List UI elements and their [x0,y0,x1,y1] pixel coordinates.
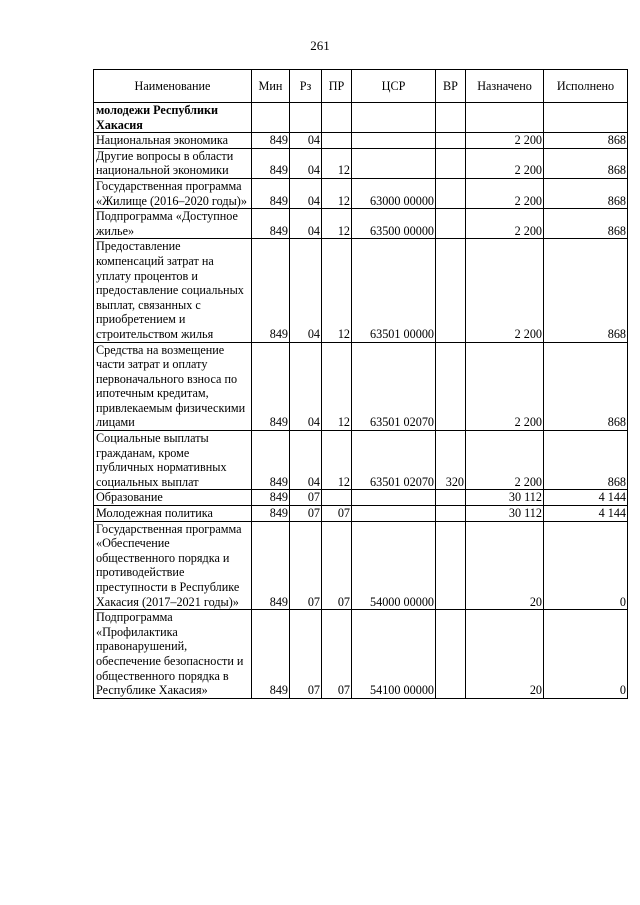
cell-name: Подпрограмма «Профилактика правонарушений, обеспечение безопасности и общественного порядка в Республике Хакасия» [94,610,252,699]
cell-min: 849 [252,209,290,239]
cell-pr: 12 [322,342,352,431]
cell-assigned: 30 112 [466,490,544,506]
cell-executed: 868 [544,431,628,490]
table-row [94,209,628,239]
cell-executed [544,103,628,133]
cell-name: Подпрограмма «Доступное жилье» [94,209,252,239]
table-row [94,506,628,522]
table-row [94,490,628,506]
cell-assigned: 2 200 [466,342,544,431]
cell-pr: 07 [322,506,352,522]
cell-vr [436,342,466,431]
cell-csr: 63501 00000 [352,239,436,342]
cell-name: Образование [94,490,252,506]
cell-csr [352,133,436,149]
table-row [94,133,628,149]
column-header-rz: Рз [290,70,322,103]
cell-executed: 4 144 [544,506,628,522]
cell-min [252,103,290,133]
cell-assigned: 30 112 [466,506,544,522]
cell-name: Государственная программа «Обеспечение общественного порядка и противодействие преступности в Республике Хакасия (2017–2021 годы)» [94,521,252,610]
cell-name: молодежи Республики Хакасия [94,103,252,133]
column-header-executed: Исполнено [544,70,628,103]
cell-vr [436,239,466,342]
cell-name: Молодежная политика [94,506,252,522]
column-header-pr: ПР [322,70,352,103]
cell-name: Национальная экономика [94,133,252,149]
cell-min: 849 [252,342,290,431]
table-row [94,431,628,490]
cell-executed: 868 [544,342,628,431]
cell-rz: 04 [290,148,322,178]
cell-vr [436,148,466,178]
cell-rz: 04 [290,431,322,490]
cell-pr: 07 [322,610,352,699]
table-row [94,521,628,610]
cell-pr: 07 [322,521,352,610]
cell-pr [322,490,352,506]
cell-assigned: 20 [466,610,544,699]
cell-assigned: 2 200 [466,431,544,490]
table-row [94,239,628,342]
cell-vr: 320 [436,431,466,490]
table-header-row [94,70,628,103]
cell-name: Государственная программа «Жилище (2016–2020 годы)» [94,178,252,208]
cell-vr [436,133,466,149]
cell-pr: 12 [322,431,352,490]
cell-executed: 868 [544,209,628,239]
table-row [94,178,628,208]
cell-rz: 07 [290,506,322,522]
cell-assigned: 2 200 [466,239,544,342]
cell-name: Социальные выплаты гражданам, кроме публичных нормативных социальных выплат [94,431,252,490]
cell-assigned: 2 200 [466,148,544,178]
cell-executed: 868 [544,178,628,208]
cell-rz: 07 [290,521,322,610]
cell-min: 849 [252,239,290,342]
cell-assigned: 20 [466,521,544,610]
column-header-vr: ВР [436,70,466,103]
cell-rz: 04 [290,239,322,342]
cell-rz: 07 [290,490,322,506]
table-row [94,342,628,431]
cell-csr [352,103,436,133]
cell-assigned: 2 200 [466,209,544,239]
cell-rz: 04 [290,342,322,431]
cell-executed: 0 [544,610,628,699]
budget-table [93,69,628,699]
cell-csr [352,506,436,522]
page-number: 261 [310,38,330,53]
cell-csr: 54000 00000 [352,521,436,610]
cell-pr [322,133,352,149]
cell-vr [436,209,466,239]
cell-rz: 04 [290,178,322,208]
column-header-name: Наименование [94,70,252,103]
cell-min: 849 [252,610,290,699]
cell-assigned [466,103,544,133]
cell-rz: 04 [290,133,322,149]
cell-name: Другие вопросы в области национальной экономики [94,148,252,178]
cell-min: 849 [252,506,290,522]
cell-name: Предоставление компенсаций затрат на уплату процентов и предоставление социальных выплат, связанных с приобретением и строительством жилья [94,239,252,342]
column-header-assigned: Назначено [466,70,544,103]
cell-vr [436,178,466,208]
cell-vr [436,521,466,610]
column-header-csr: ЦСР [352,70,436,103]
cell-executed: 868 [544,148,628,178]
cell-csr [352,148,436,178]
cell-csr: 63501 02070 [352,431,436,490]
cell-pr [322,103,352,133]
cell-rz: 07 [290,610,322,699]
cell-vr [436,490,466,506]
cell-vr [436,506,466,522]
cell-csr [352,490,436,506]
table-row [94,148,628,178]
table-row [94,103,628,133]
cell-executed: 868 [544,239,628,342]
cell-min: 849 [252,521,290,610]
cell-csr: 63500 00000 [352,209,436,239]
cell-vr [436,103,466,133]
cell-executed: 4 144 [544,490,628,506]
cell-vr [436,610,466,699]
cell-min: 849 [252,490,290,506]
column-header-min: Мин [252,70,290,103]
cell-rz: 04 [290,209,322,239]
cell-pr: 12 [322,209,352,239]
cell-csr: 54100 00000 [352,610,436,699]
cell-pr: 12 [322,178,352,208]
table-row [94,610,628,699]
cell-executed: 868 [544,133,628,149]
cell-csr: 63000 00000 [352,178,436,208]
cell-executed: 0 [544,521,628,610]
cell-min: 849 [252,148,290,178]
cell-min: 849 [252,133,290,149]
cell-csr: 63501 02070 [352,342,436,431]
cell-pr: 12 [322,239,352,342]
cell-min: 849 [252,178,290,208]
cell-assigned: 2 200 [466,133,544,149]
cell-pr: 12 [322,148,352,178]
cell-assigned: 2 200 [466,178,544,208]
cell-name: Средства на возмещение части затрат и оплату первоначального взноса по ипотечным кредитам, привлекаемым физическими лицами [94,342,252,431]
cell-rz [290,103,322,133]
cell-min: 849 [252,431,290,490]
